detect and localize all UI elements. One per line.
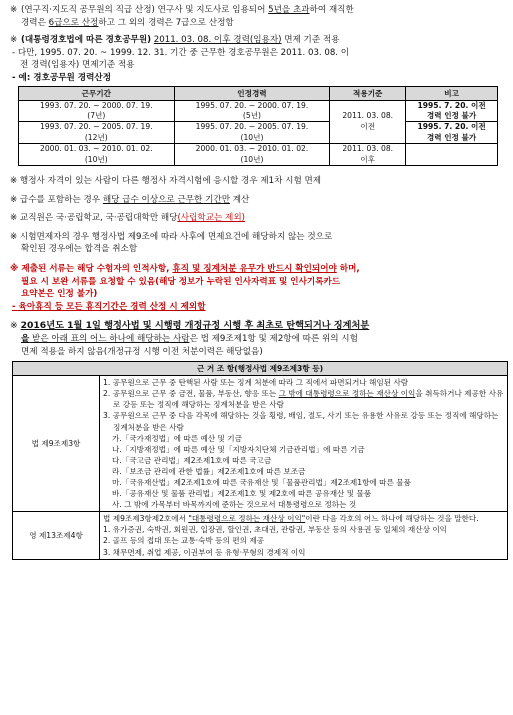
guard-officer-heading: ※ (대통령경호법에 따른 경호공무원) 2011. 03. 08. 이후 경력(임용자) 면제 기준 적용 <box>10 35 340 46</box>
guard-officer-exception-cont: 전 경력(임용자) 면제기준 적용 <box>20 60 135 71</box>
period-cell: 2000. 01. 03. ~ 2010. 01. 02. (10년) <box>19 144 175 166</box>
table-row <box>19 100 498 122</box>
note-documents-cont2: 요약본은 인정 불가) <box>21 289 98 300</box>
note-grade-period: ※ 급수를 포함하는 경우 해당 급수 이상으로 근무한 기간만 계산 <box>10 194 250 205</box>
note-cancellation: ※ 시험면제자의 경우 행정사법 제9조에 따라 사후에 면제요건에 해당하지 않는 것으로 <box>10 231 333 242</box>
note-impeachment: ※ 2016년도 1월 1일 행정사법 및 시행령 개정규정 시행 후 최초로 탄핵되거나 징계처분 <box>10 320 370 332</box>
note-cancellation-cont: 확인된 경우에는 합격을 취소함 <box>21 244 138 255</box>
article-label: 영 제13조제4항 <box>13 512 100 559</box>
note-cell: 1995. 7. 20. 이전 경력 인정 불가 <box>406 122 498 144</box>
note-mark: ※ <box>10 5 18 15</box>
note-documents-cont: 필요 시 보완 서류를 요청할 수 있음(해당 정보가 누락된 인사자력표 및 인사기록카드 <box>21 276 341 287</box>
note-documents: ※ 제출된 서류는 해당 수험자의 인적사항, 휴직 및 징계처분 유무가 반드시 확인되어야 하며, <box>10 263 360 274</box>
note-impeachment-cont: 을 받은 아래 표의 어느 하나에 해당하는 사람은 법 제9조제1항 및 제2항에 따른 위의 시험 <box>21 333 358 344</box>
basis-cell: 2011. 03. 08. 이후 <box>330 144 406 166</box>
period-cell: 1993. 07. 20. ~ 2000. 07. 19. (7년) <box>19 100 175 122</box>
article-content: 1. 공무원으로 근무 중 탄핵된 사람 또는 징계 처분에 따라 그 직에서 파면되거나 해임된 사람 2. 공무원으로 근무 중 금전, 물품, 부동산, 향응 또는 그 밖에 대통령령으로 정하는 재산상 이익을 취득하거나 제공한 사유로 강등 또는 정직에 해당하는 징계처분을 받은 사람 3. 공무원으로 근무 중 다음 각목에 해당하는 것을 횡령, 배임, 절도, 사기 또는 유용한 사유로 강등 또는 정직에 해당하는 징계처분을 받은 사람 가.「국가재정법」에 따른 예산 및 기금 나.「지방재정법」에 따른 예산 및「지방자치단체 기금관리법」에 따른 기금 다.「국고금 관리법」제2조제1호에 따른 국고금 라.「보조금 관리에 관한 법률」제2조제1호에 따른 보조금 마.「국유재산법」제2조제1호에 따른 국유재산 및「물품관리법」제2조제1항에 따른 물품 바.「공유재산 및 물품 관리법」제2조제1호 및 제2호에 따른 공유재산 및 물품 사. 그 밖에 가목부터 바목까지에 준하는 것으로서 대통령령으로 정하는 것 <box>100 376 508 512</box>
basis-table-header: 근 거 조 항(행정사법 제9조제3항 등) <box>13 362 508 376</box>
guard-officer-exception: - 다만, 1995. 07. 20. ~ 1999. 12. 31. 기간 중 근무한 경호공무원은 2011. 03. 08. 이 <box>12 47 350 58</box>
note-leave-excluded: - 육아휴직 등 모든 휴직기간은 경력 산정 시 제외함 <box>12 301 206 312</box>
note-impeachment-cont2: 면제 적용을 하지 않음(개정규정 시행 이전 처분이력은 해당없음) <box>21 346 263 357</box>
note-cell <box>406 144 498 166</box>
note-admin-exemption: ※ 행정사 자격이 있는 사람이 다른 행정사 자격시험에 응시할 경우 제1차 시험 면제 <box>10 176 322 186</box>
research-rank-note: ※ (연구직·지도직 공무원의 직급 산정) 연구사 및 지도사로 임용되어 5년을 초과하여 재직한 <box>10 5 354 15</box>
table-row <box>19 144 498 166</box>
recognized-cell: 2000. 01. 03. ~ 2010. 01. 02. (10년) <box>174 144 330 166</box>
guard-example-label: - 예: 경호공무원 경력산정 <box>12 72 111 83</box>
basis-cell: 2011. 03. 08. 이전 <box>330 100 406 144</box>
research-rank-note-cont: 경력은 6급으로 산정하고 그 외의 경력은 7급으로 산정함 <box>21 17 234 28</box>
article-content: 법 제9조제3항제2호에서 "대통령령으로 정하는 재산상 이익"이란 다음 각호의 어느 하나에 해당하는 것을 말한다. 1. 유가증권, 숙박권, 회원권, 입장권, 할인권, 초대권, 관람권, 부동산 등의 사용권 등 일체의 재산상 이익 2. 골프 등의 접대 또는 교통·숙박 등의 편의 제공 3. 채무면제, 취업 제공, 이권부여 등 유형·무형의 경제적 이익 <box>100 512 508 559</box>
table-row <box>13 376 508 512</box>
legal-basis-table <box>12 361 508 560</box>
career-table-header: 근무기간 인정경력 적용기준 비고 <box>19 86 498 100</box>
recognized-cell: 1995. 07. 20. ~ 2000. 07. 19. (5년) <box>174 100 330 122</box>
table-row <box>13 512 508 559</box>
guard-career-table <box>18 86 498 166</box>
note-cell: 1995. 7. 20. 이전 경력 인정 불가 <box>406 100 498 122</box>
period-cell: 1993. 07. 20. ~ 2005. 07. 19. (12년) <box>19 122 175 144</box>
note-school-staff: ※ 교직원은 국·공립학교, 국·공립대학만 해당(사립학교는 제외) <box>10 213 246 224</box>
article-label: 법 제9조제3항 <box>13 376 100 512</box>
recognized-cell: 1995. 07. 20. ~ 2005. 07. 19. (10년) <box>174 122 330 144</box>
table-row <box>19 122 498 144</box>
